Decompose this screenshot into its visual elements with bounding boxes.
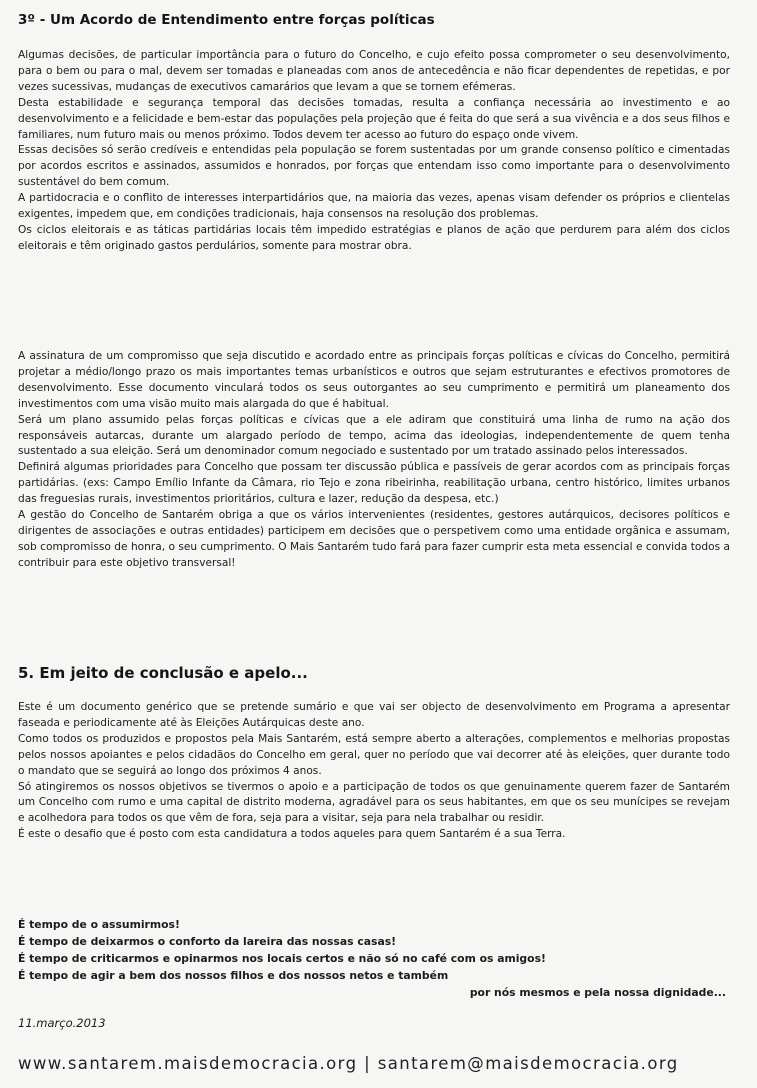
slogan-line-end: por nós mesmos e pela nossa dignidade... (469, 986, 726, 999)
slogan-line: É tempo de criticarmos e opinarmos nos locais certos e não só no café com os amigos! (18, 952, 546, 965)
paragraph: A assinatura de um compromisso que seja discutido e acordado entre as principais forças políticas e cívicas do Concelho, permitirá projetar a médio/longo prazo os mais importantes temas urbanísticos e outros que sejam estruturantes e efectivos promotores de desenvolvimento. Esse documento vinculará todos os seus outorgantes ao seu cumprimento e permitirá um planeamento dos investimentos com uma visão muito mais alargada do que é habitual. (18, 350, 730, 410)
paragraph: É este o desafio que é posto com esta candidatura a todos aqueles para quem Santarém é a sua Terra. (18, 828, 566, 841)
document-date: 11.março.2013 (18, 1016, 106, 1030)
paragraph: Definirá algumas prioridades para Concelho que possam ter discussão pública e passíveis de gerar acordos com as principais forças partidárias. (exs: Campo Emílio Infante da Câmara, rio Tejo e zona ribeirinha, reabilitação urbana, centro histórico, limites urbanos das freguesias rurais, investimentos prioritários, cultura e lazer, redução da despesa, etc.) (18, 461, 730, 506)
paragraph: Será um plano assumido pelas forças políticas e cívicas que a ele adiram que constituirá uma linha de rumo na ação dos responsáveis autarcas, durante um alargado período de tempo, acima das ideologias, independentemente de quem tenha sustentado a sua eleição. Será um denominador comum negociado e sustentado por um tratado assinado pelos interessados. (18, 413, 730, 458)
section-3-title: 3º - Um Acordo de Entendimento entre forças políticas (18, 12, 435, 28)
paragraph: Os ciclos eleitorais e as táticas partidárias locais têm impedido estratégias e planos de ação que perdurem para além dos ciclos eleitorais e têm originado gastos perdulários, somente para mostrar obra. (18, 223, 730, 252)
paragraph: Desta estabilidade e segurança temporal das decisões tomadas, resulta a confiança necessária ao investimento e ao desenvolvimento e a felicidade e bem-estar das populações pela projeção que é feita do que será a sua vivência e a dos seus filhos e familiares, num futuro mais ou menos próximo. Todos devem ter acesso ao futuro do espaço onde vivem. (18, 96, 730, 141)
paragraph: Este é um documento genérico que se pretende sumário e que vai ser objecto de desenvolvimento em Programa a apresentar faseada e periodicamente até às Eleições Autárquicas deste ano. (18, 701, 730, 729)
section-3-block-1 (18, 48, 730, 255)
footer-website-email: www.santarem.maisdemocracia.org | santarem@maisdemocracia.org (18, 1054, 679, 1073)
section-5-title: 5. Em jeito de conclusão e apelo... (18, 664, 308, 682)
slogan-line: É tempo de agir a bem dos nossos filhos e dos nossos netos e também (18, 969, 449, 982)
paragraph: Só atingiremos os nossos objetivos se tivermos o apoio e a participação de todos os que genuinamente querem fazer de Santarém um Concelho com rumo e uma capital de distrito moderna, agradável para os seus habitantes, em que os seu munícipes se revejam e acolhedora para todos os que vêm de fora, seja para a visitar, seja para nela trabalhar ou residir. (18, 780, 730, 825)
paragraph: A partidocracia e o conflito de interesses interpartidários que, na maioria das vezes, apenas visam defender os próprios e clientelas exigentes, impedem que, em condições tradicionais, haja consensos na resolução dos problemas. (18, 192, 730, 221)
section-5-body (18, 700, 730, 843)
paragraph: Como todos os produzidos e propostos pela Mais Santarém, está sempre aberto a alterações, complementos e melhorias propostas pelos nossos apoiantes e pelos cidadãos do Concelho em geral, quer no período que vai decorrer até às eleições, quer durante todo o mandato que se seguirá ao longo dos próximos 4 anos. (18, 732, 730, 777)
slogan-line: É tempo de deixarmos o conforto da lareira das nossas casas! (18, 935, 397, 948)
paragraph: Essas decisões só serão credíveis e entendidas pela população se forem sustentadas por um grande consenso político e cimentadas por acordos escritos e assinados, assumidos e honrados, por forças que entendam isso como importante para o desenvolvimento sustentável do bem comum. (18, 144, 730, 189)
section-3-block-2 (18, 349, 730, 572)
paragraph: A gestão do Concelho de Santarém obriga a que os vários intervenientes (residentes, gestores autárquicos, decisores políticos e dirigentes de associações e outras entidades) participem em decisões que o perspetivem como uma entidade orgânica e assumam, sob compromisso de honra, o seu cumprimento. O Mais Santarém tudo fará para fazer cumprir esta meta essencial e convida todos a contribuir para este objetivo transversal! (18, 509, 730, 569)
paragraph: Algumas decisões, de particular importância para o futuro do Concelho, e cujo efeito possa comprometer o seu desenvolvimento, para o bem ou para o mal, devem ser tomadas e planeadas com anos de antecedência e não ficar dependentes de repetidas, e por vezes sucessivas, mudanças de executivos camarários que levam a que se tornem efémeras. (18, 49, 730, 93)
slogans (18, 916, 730, 1001)
slogan-line: É tempo de o assumirmos! (18, 918, 180, 931)
